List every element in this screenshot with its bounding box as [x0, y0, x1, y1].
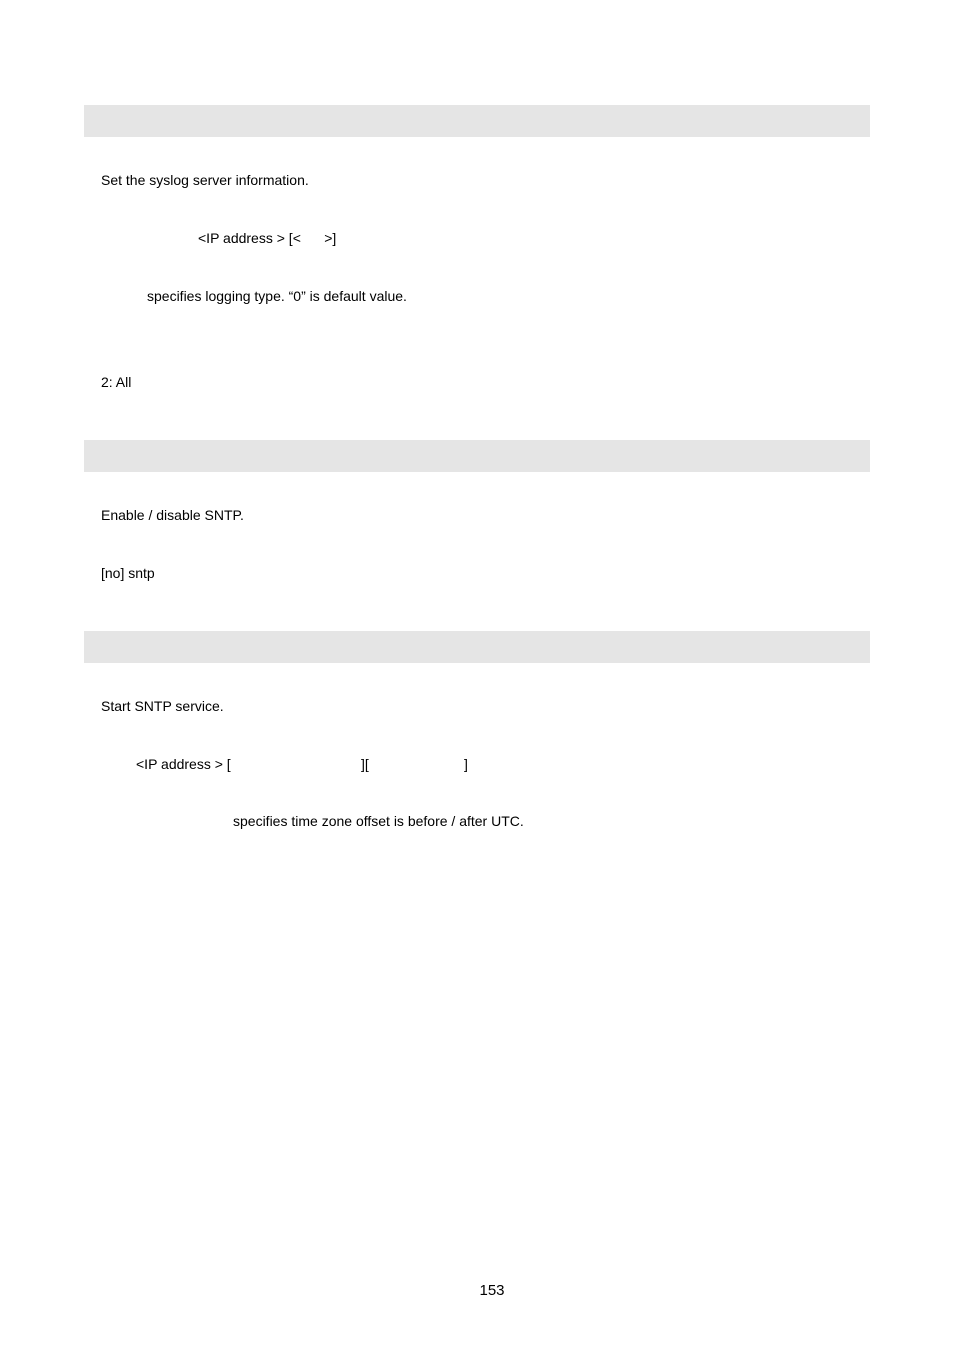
syslog-description: Set the syslog server information. — [101, 172, 309, 188]
page-number: 153 — [479, 1282, 505, 1299]
section-header-bar-syslog — [84, 105, 870, 137]
sntp-enable-syntax: [no] sntp — [101, 565, 155, 581]
syslog-param-description: specifies logging type. “0” is default value. — [147, 288, 407, 304]
sntp-enable-description: Enable / disable SNTP. — [101, 507, 244, 523]
syslog-syntax: <IP address > [< >] — [198, 230, 337, 246]
sntp-start-syntax-part1: <IP address > [ — [136, 756, 231, 772]
section-header-bar-sntp-start — [84, 631, 870, 663]
sntp-start-description: Start SNTP service. — [101, 698, 224, 714]
sntp-start-param-description: specifies time zone offset is before / after UTC. — [233, 813, 524, 829]
sntp-start-syntax-part2: ][ — [361, 756, 369, 772]
section-header-bar-sntp-enable — [84, 440, 870, 472]
syslog-option-all: 2: All — [101, 374, 132, 390]
sntp-start-syntax-part3: ] — [464, 756, 468, 772]
